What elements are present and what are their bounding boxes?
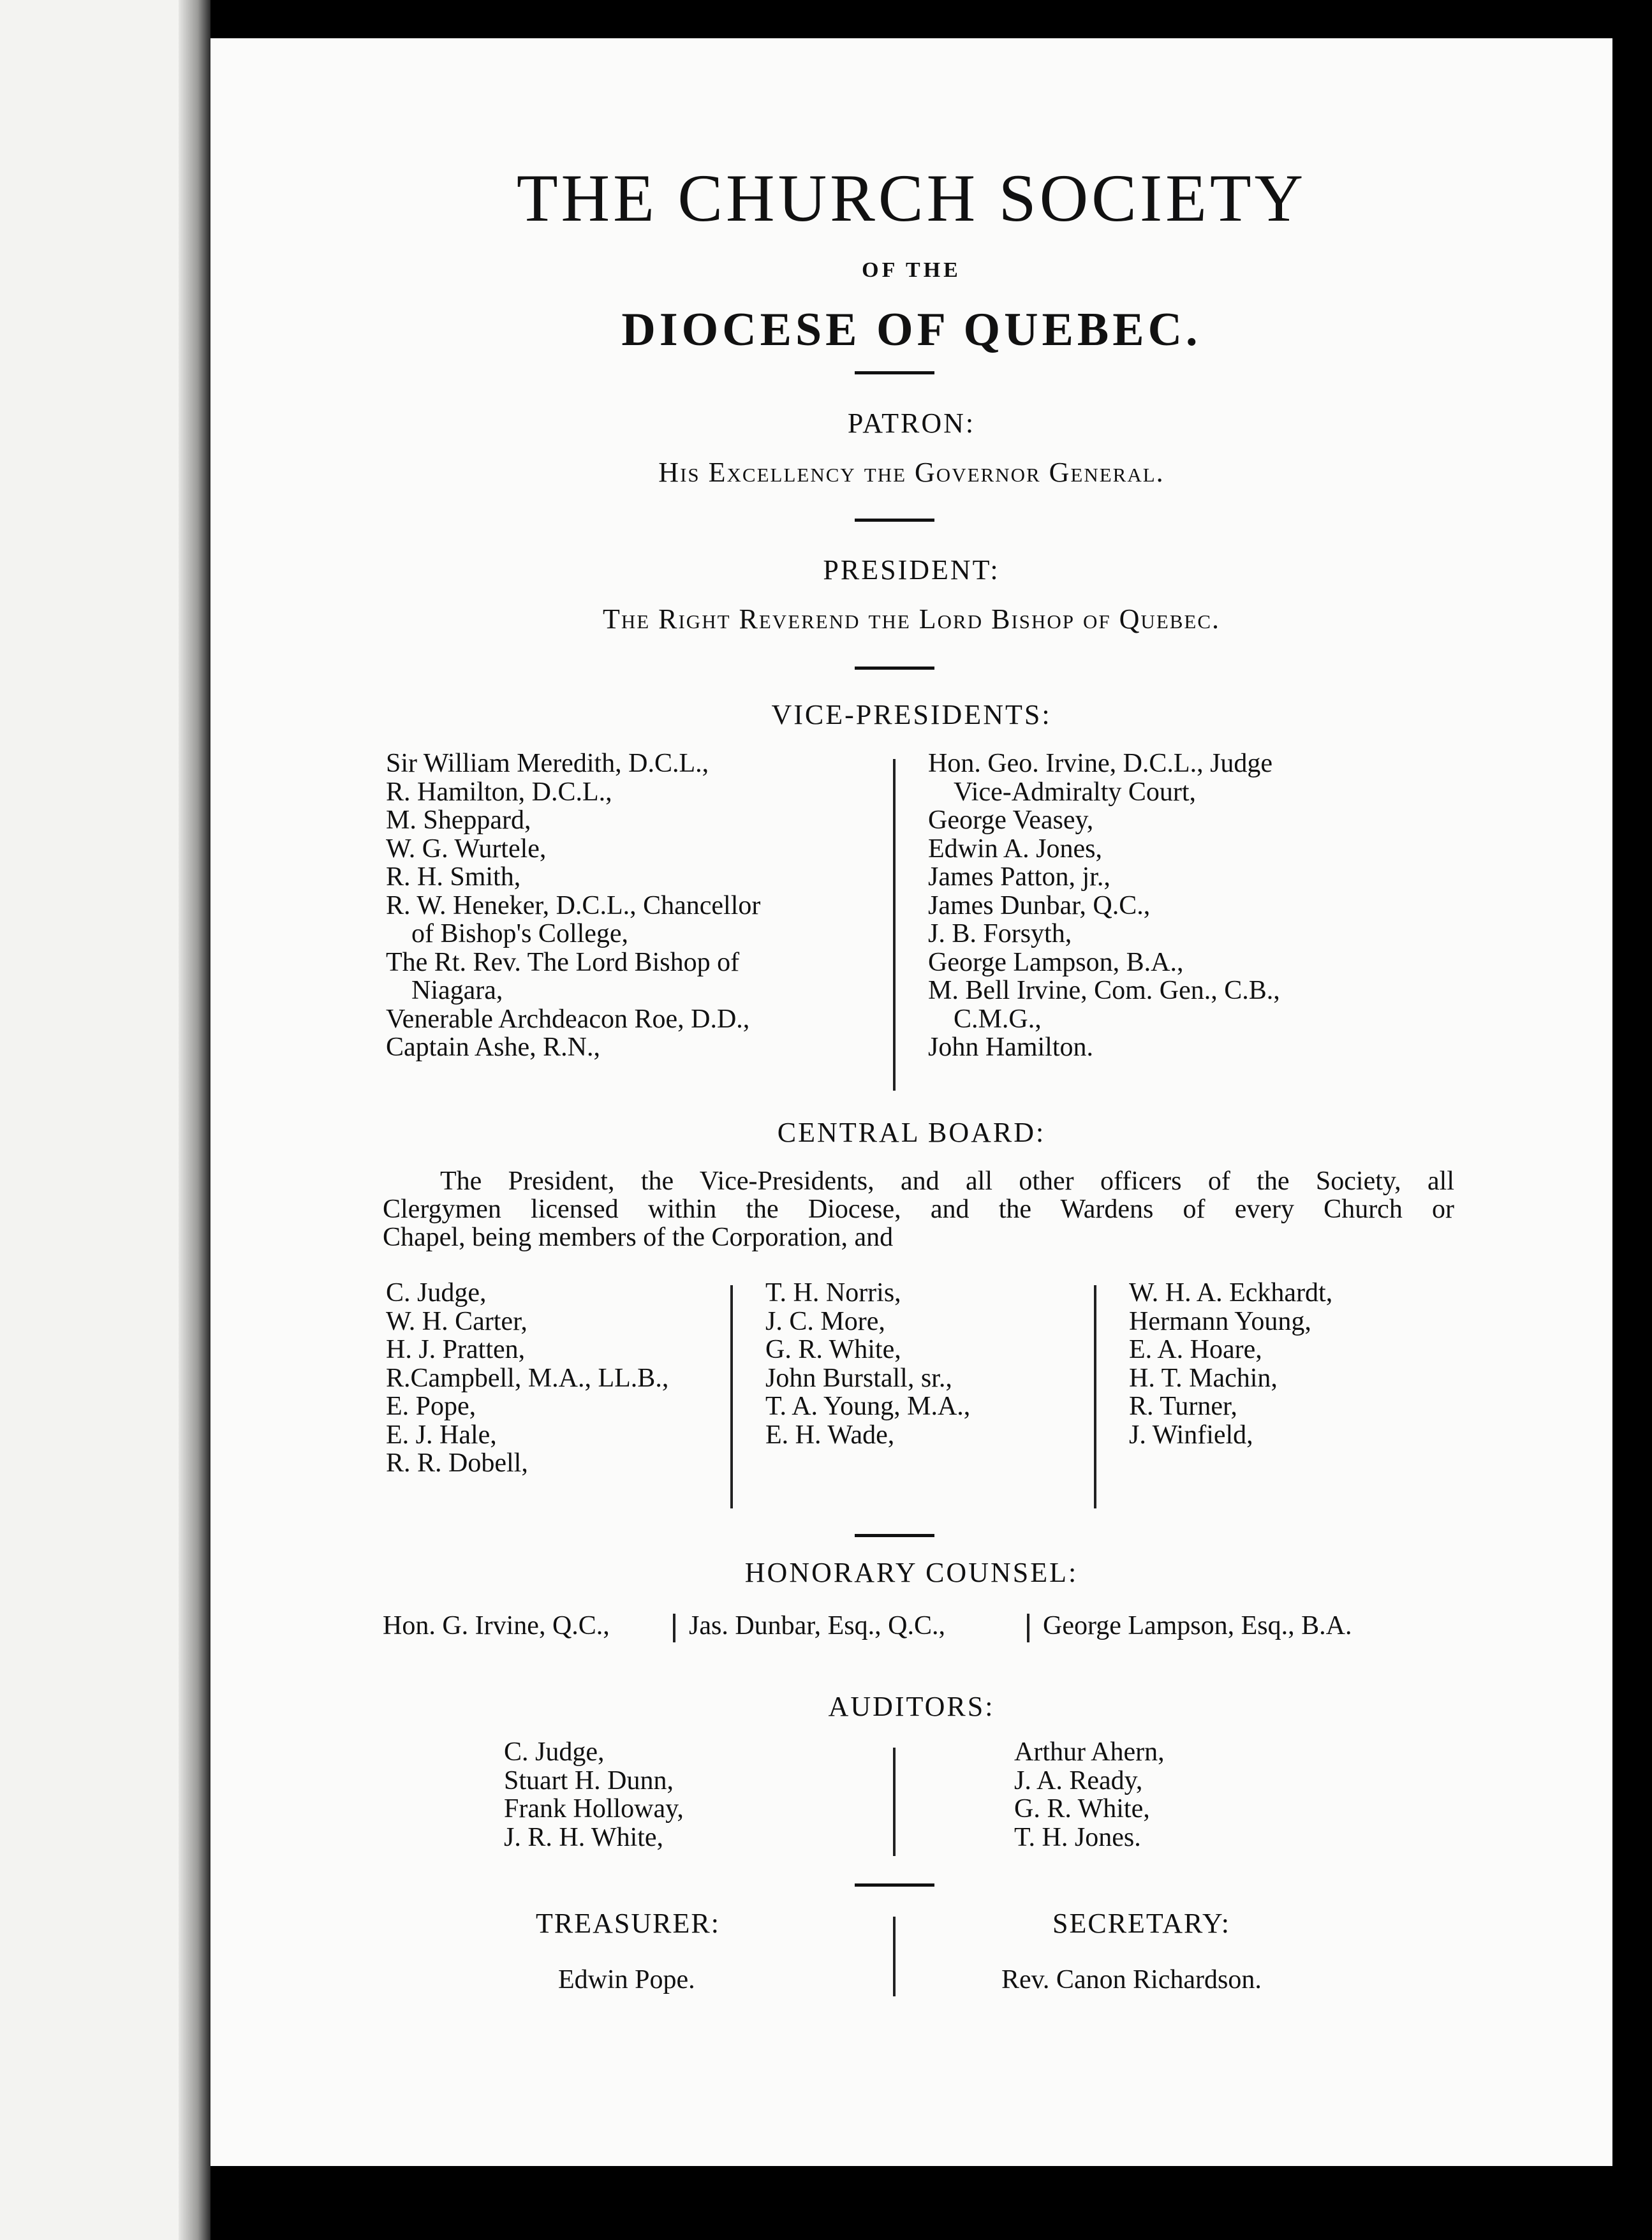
secretary-heading: SECRETARY: [1052, 1908, 1230, 1939]
counsel-name: Hon. G. Irvine, Q.C., [383, 1611, 610, 1640]
intro-line: Chapel, being members of the Corporation, and [383, 1223, 894, 1252]
board-member: E. H. Wade, [765, 1420, 895, 1450]
board-member: R. R. Dobell, [386, 1448, 528, 1478]
vice-president-name: James Dunbar, Q.C., [928, 890, 1151, 920]
patron-name: His Excellency the Governor General. [658, 457, 1165, 488]
divider-rule [855, 371, 934, 374]
column-divider [1027, 1614, 1029, 1642]
vice-presidents-left-column [386, 749, 760, 1062]
vice-president-name: Edwin A. Jones, [928, 834, 1102, 864]
board-member: E. J. Hale, [386, 1420, 497, 1450]
vice-presidents-heading: VICE-PRESIDENTS: [771, 699, 1052, 730]
column-divider [893, 1748, 896, 1856]
vice-president-name: Sir William Meredith, D.C.L., [386, 749, 709, 778]
vice-president-name: Niagara, [411, 976, 503, 1005]
intro-line: The President, the Vice-Presidents, and all other officers of the Society, all [440, 1167, 1454, 1196]
board-member: R. Turner, [1129, 1392, 1237, 1421]
vice-president-name: Venerable Archdeacon Roe, D.D., [386, 1004, 750, 1034]
president-name: The Right Reverend the Lord Bishop of Quebec. [602, 603, 1221, 635]
vice-president-name: James Patton, jr., [928, 862, 1110, 892]
auditor-name: C. Judge, [504, 1737, 605, 1767]
document-title: THE CHURCH SOCIETY [516, 161, 1307, 235]
document-page [210, 38, 1612, 2166]
intro-line: Clergymen licensed within the Diocese, and the Wardens of every Church or [383, 1195, 1454, 1224]
board-member: H. J. Pratten, [386, 1335, 526, 1364]
auditor-name: J. R. H. White, [504, 1822, 664, 1852]
board-member: G. R. White, [765, 1335, 901, 1364]
auditor-name: Stuart H. Dunn, [504, 1765, 674, 1795]
central-board-column-3 [1129, 1279, 1332, 1449]
honorary-counsel-heading: HONORARY COUNSEL: [744, 1557, 1079, 1588]
vice-president-name: R. W. Heneker, D.C.L., Chancellor [386, 890, 761, 920]
auditor-name: Arthur Ahern, [1014, 1737, 1165, 1767]
of-the-line: OF THE [862, 258, 961, 282]
board-member: John Burstall, sr., [765, 1363, 952, 1393]
divider-rule [855, 1534, 934, 1537]
diocese-title: DIOCESE OF QUEBEC. [621, 304, 1202, 356]
auditors-left-column [504, 1738, 684, 1852]
central-board-column-1 [386, 1279, 668, 1478]
central-board-column-2 [765, 1279, 970, 1449]
board-member: T. H. Norris, [765, 1278, 901, 1308]
board-member: J. C. More, [765, 1306, 885, 1336]
vice-president-name: M. Sheppard, [386, 806, 531, 835]
column-divider [730, 1285, 733, 1508]
vice-president-name: Captain Ashe, R.N., [386, 1033, 600, 1062]
vice-president-name: Hon. Geo. Irvine, D.C.L., Judge [928, 749, 1273, 778]
treasurer-heading: TREASURER: [536, 1908, 720, 1939]
vice-president-name: George Veasey, [928, 806, 1094, 835]
board-member: H. T. Machin, [1129, 1363, 1278, 1393]
vice-president-name: C.M.G., [954, 1004, 1042, 1034]
vice-president-name: Vice-Admiralty Court, [954, 777, 1197, 807]
board-member: E. Pope, [386, 1392, 476, 1421]
president-heading: PRESIDENT: [823, 554, 1000, 586]
vice-president-name: J. B. Forsyth, [928, 919, 1072, 948]
vice-president-name: W. G. Wurtele, [386, 834, 547, 864]
vice-president-name: R. H. Smith, [386, 862, 521, 892]
treasurer-name: Edwin Pope. [558, 1965, 695, 1994]
page-edge-shadow [179, 0, 210, 2240]
vice-president-name: George Lampson, B.A., [928, 947, 1184, 977]
board-member: T. A. Young, M.A., [765, 1392, 971, 1421]
central-board-intro [383, 1167, 1454, 1251]
vice-president-name: of Bishop's College, [411, 919, 629, 948]
board-member: C. Judge, [386, 1278, 487, 1308]
patron-heading: PATRON: [847, 408, 976, 439]
board-member: J. Winfield, [1129, 1420, 1253, 1450]
vice-president-name: The Rt. Rev. The Lord Bishop of [386, 947, 740, 977]
column-divider [1094, 1285, 1096, 1508]
auditor-name: G. R. White, [1014, 1794, 1150, 1824]
auditors-right-column [1014, 1738, 1165, 1852]
counsel-name: Jas. Dunbar, Esq., Q.C., [689, 1611, 945, 1640]
vice-presidents-right-column [928, 749, 1280, 1062]
auditor-name: Frank Holloway, [504, 1794, 684, 1824]
board-member: R.Campbell, M.A., LL.B., [386, 1363, 669, 1393]
auditor-name: T. H. Jones. [1014, 1822, 1141, 1852]
column-divider [893, 1917, 896, 1996]
central-board-heading: CENTRAL BOARD: [777, 1117, 1046, 1148]
vice-president-name: R. Hamilton, D.C.L., [386, 777, 612, 807]
counsel-name: George Lampson, Esq., B.A. [1043, 1611, 1352, 1640]
vice-president-name: John Hamilton. [928, 1033, 1093, 1062]
secretary-name: Rev. Canon Richardson. [1001, 1965, 1262, 1994]
auditors-heading: AUDITORS: [828, 1691, 995, 1722]
vice-president-name: M. Bell Irvine, Com. Gen., C.B., [928, 976, 1280, 1005]
board-member: W. H. A. Eckhardt, [1129, 1278, 1333, 1308]
auditor-name: J. A. Ready, [1014, 1765, 1143, 1795]
board-member: E. A. Hoare, [1129, 1335, 1262, 1364]
divider-rule [855, 519, 934, 522]
board-member: W. H. Carter, [386, 1306, 527, 1336]
board-member: Hermann Young, [1129, 1306, 1311, 1336]
column-divider [893, 759, 896, 1091]
divider-rule [855, 667, 934, 670]
column-divider [673, 1614, 675, 1642]
divider-rule [855, 1883, 934, 1887]
